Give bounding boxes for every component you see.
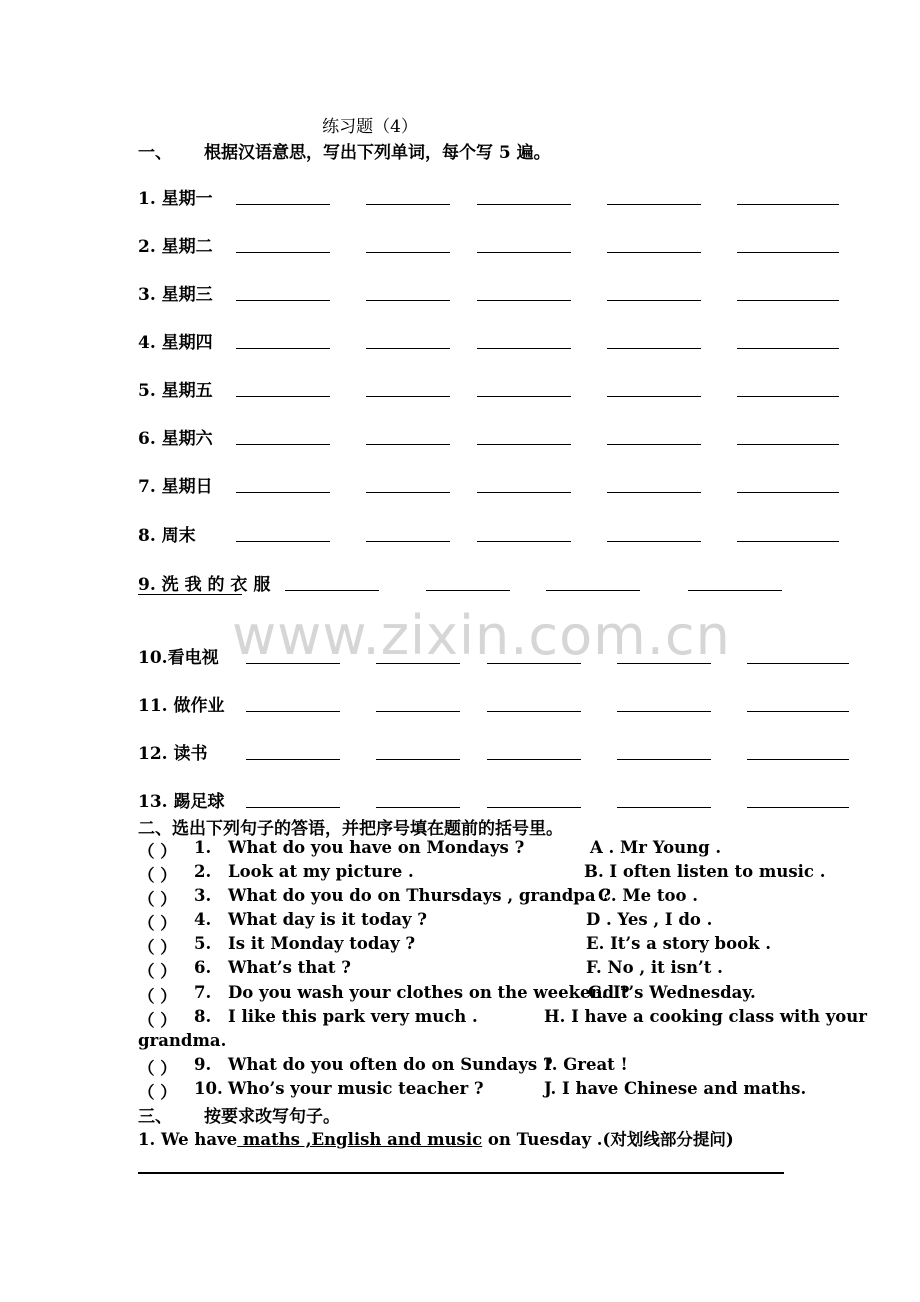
write-blank[interactable]	[376, 807, 460, 808]
matching-row	[138, 838, 838, 860]
question-text: What do you do on Thursdays , grandpa ?	[228, 886, 611, 905]
vocab-label: 5. 星期五	[138, 381, 213, 401]
rewrite-task-1	[138, 1126, 734, 1150]
question-number: 1.	[194, 838, 212, 857]
answer-bracket[interactable]: （ ）	[138, 866, 177, 885]
matching-row	[138, 910, 838, 932]
question-text: Look at my picture .	[228, 862, 414, 881]
vocab-label: 13. 踢足球	[138, 792, 225, 812]
write-blank[interactable]	[366, 444, 450, 445]
vocab-row	[138, 424, 878, 448]
write-blank[interactable]	[246, 711, 340, 712]
write-blank[interactable]	[617, 711, 711, 712]
vocab-label: 10.看电视	[138, 648, 219, 668]
vocab-row	[138, 521, 878, 545]
q8-answer-continuation: grandma.	[138, 1031, 227, 1050]
write-blank[interactable]	[477, 444, 571, 445]
question-text: What do you have on Mondays ?	[228, 838, 525, 857]
question-text: I like this park very much .	[228, 1007, 478, 1026]
vocab-label: 3. 星期三	[138, 285, 213, 305]
write-blank[interactable]	[236, 348, 330, 349]
write-blank[interactable]	[617, 759, 711, 760]
answer-bracket[interactable]: （ ）	[138, 1059, 177, 1078]
vocab-label: 8. 周末	[138, 526, 196, 546]
write-blank[interactable]	[366, 541, 450, 542]
write-blank[interactable]	[737, 541, 839, 542]
vocab-row	[138, 472, 878, 496]
write-blank[interactable]	[487, 759, 581, 760]
write-blank[interactable]	[366, 252, 450, 253]
answer-bracket[interactable]: （ ）	[138, 1011, 177, 1030]
vocab-row	[138, 739, 878, 763]
answer-bracket[interactable]: （ ）	[138, 987, 177, 1006]
question-number: 10.	[194, 1079, 223, 1098]
vocab-label: 2. 星期二	[138, 237, 213, 257]
write-blank[interactable]	[747, 759, 849, 760]
write-blank[interactable]	[477, 541, 571, 542]
answer-bracket[interactable]: （ ）	[138, 890, 177, 909]
write-blank[interactable]	[747, 711, 849, 712]
write-blank[interactable]	[236, 204, 330, 205]
question-number: 8.	[194, 1007, 212, 1026]
write-blank[interactable]	[607, 492, 701, 493]
write-blank[interactable]	[426, 590, 510, 591]
write-blank[interactable]	[688, 590, 782, 591]
write-blank[interactable]	[366, 204, 450, 205]
task-1-suffix: on Tuesday .(对划线部分提问)	[482, 1130, 734, 1149]
write-blank[interactable]	[737, 204, 839, 205]
vocab-row	[138, 376, 878, 400]
question-number: 7.	[194, 983, 212, 1002]
write-blank[interactable]	[236, 252, 330, 253]
section-1-instruction: 根据汉语意思，写出下列单词，每个写 5 遍。	[204, 143, 551, 163]
vocab-label: 7. 星期日	[138, 477, 213, 497]
question-number: 4.	[194, 910, 212, 929]
write-blank[interactable]	[747, 807, 849, 808]
vocab-label: 4. 星期四	[138, 333, 213, 353]
write-blank[interactable]	[737, 444, 839, 445]
vocab-row	[138, 232, 878, 256]
question-number: 3.	[194, 886, 212, 905]
write-blank[interactable]	[607, 444, 701, 445]
write-blank[interactable]	[546, 590, 640, 591]
answer-option: I. Great !	[544, 1055, 628, 1074]
task-1-prefix: 1. We have	[138, 1130, 238, 1149]
answer-bracket[interactable]: （ ）	[138, 938, 177, 957]
matching-row	[138, 934, 838, 956]
answer-option: B. I often listen to music .	[584, 862, 826, 881]
section-2-heading: 二、选出下列句子的答语，并把序号填在题前的括号里。	[138, 819, 563, 839]
question-number: 2.	[194, 862, 212, 881]
vocab-label: 6. 星期六	[138, 429, 213, 449]
vocab-row	[138, 184, 878, 208]
matching-row	[138, 1007, 867, 1030]
vocab-row	[138, 280, 878, 304]
answer-bracket[interactable]: （ ）	[138, 842, 177, 861]
write-blank[interactable]	[246, 759, 340, 760]
answer-option: A . Mr Young .	[590, 838, 722, 857]
section-1-number: 一、	[138, 143, 172, 163]
task-1-underlined: maths ,English and music	[237, 1130, 483, 1149]
matching-row	[138, 983, 838, 1005]
answer-option: E. It’s a story book .	[586, 934, 772, 953]
write-blank[interactable]	[737, 252, 839, 253]
write-blank[interactable]	[285, 590, 379, 591]
write-blank[interactable]	[366, 492, 450, 493]
write-blank[interactable]	[236, 396, 330, 397]
write-blank[interactable]	[607, 396, 701, 397]
write-blank[interactable]	[366, 396, 450, 397]
write-blank[interactable]	[477, 252, 571, 253]
write-blank[interactable]	[737, 396, 839, 397]
write-blank[interactable]	[737, 348, 839, 349]
write-blank[interactable]	[376, 759, 460, 760]
matching-row	[138, 862, 838, 884]
task-1-answer-line[interactable]	[138, 1172, 784, 1174]
vocab-label: 11. 做作业	[138, 696, 225, 716]
answer-bracket[interactable]: （ ）	[138, 1083, 177, 1102]
write-blank[interactable]	[747, 663, 849, 664]
matching-row	[138, 886, 838, 908]
write-blank[interactable]	[236, 444, 330, 445]
write-blank[interactable]	[366, 348, 450, 349]
question-text: Who’s your music teacher ?	[228, 1079, 484, 1098]
question-number: 5.	[194, 934, 212, 953]
write-blank[interactable]	[477, 396, 571, 397]
answer-bracket[interactable]: （ ）	[138, 962, 177, 981]
answer-option: G. It’s Wednesday.	[588, 983, 756, 1002]
question-text: What day is it today ?	[228, 910, 427, 929]
worksheet-title: 练习题（4）	[322, 117, 418, 137]
write-blank[interactable]	[607, 300, 701, 301]
vocab-row	[138, 570, 878, 594]
answer-bracket[interactable]: （ ）	[138, 914, 177, 933]
write-blank[interactable]	[376, 711, 460, 712]
vocab-row	[138, 328, 878, 352]
vocab-label: 9. 洗 我 的 衣 服	[138, 575, 271, 595]
write-blank[interactable]	[236, 492, 330, 493]
vocab-label: 1. 星期一	[138, 189, 213, 209]
matching-row	[138, 1055, 838, 1077]
question-text: What’s that ?	[228, 958, 351, 977]
vocab-label: 12. 读书	[138, 744, 208, 764]
question-text: What do you often do on Sundays ?	[228, 1055, 553, 1074]
write-blank[interactable]	[236, 300, 330, 301]
write-blank[interactable]	[737, 300, 839, 301]
matching-row	[138, 1079, 838, 1101]
section-1-heading	[138, 138, 551, 163]
section-3-heading	[138, 1102, 340, 1127]
write-blank[interactable]	[487, 807, 581, 808]
write-blank[interactable]	[607, 541, 701, 542]
write-blank[interactable]	[607, 348, 701, 349]
write-blank[interactable]	[366, 300, 450, 301]
write-blank[interactable]	[236, 541, 330, 542]
question-number: 9.	[194, 1055, 212, 1074]
section-3-instruction: 按要求改写句子。	[204, 1107, 340, 1127]
write-blank[interactable]	[246, 807, 340, 808]
answer-option: H. I have a cooking class with your	[544, 1007, 867, 1026]
write-blank[interactable]	[617, 807, 711, 808]
write-blank[interactable]	[138, 594, 242, 595]
write-blank[interactable]	[737, 492, 839, 493]
write-blank[interactable]	[477, 204, 571, 205]
watermark: www.zixin.com.cn	[232, 604, 731, 667]
write-blank[interactable]	[607, 252, 701, 253]
write-blank[interactable]	[477, 348, 571, 349]
matching-row	[138, 958, 838, 980]
answer-option: J. I have Chinese and maths.	[544, 1079, 807, 1098]
write-blank[interactable]	[487, 711, 581, 712]
question-number: 6.	[194, 958, 212, 977]
question-text: Do you wash your clothes on the weekend ?	[228, 983, 630, 1002]
question-text: Is it Monday today ?	[228, 934, 416, 953]
vocab-row	[138, 691, 878, 715]
section-3-number: 三、	[138, 1107, 172, 1127]
write-blank[interactable]	[477, 492, 571, 493]
answer-option: C. Me too .	[598, 886, 698, 905]
write-blank[interactable]	[477, 300, 571, 301]
answer-option: F. No , it isn’t .	[586, 958, 723, 977]
answer-option: D . Yes , I do .	[586, 910, 713, 929]
vocab-row	[138, 787, 878, 811]
write-blank[interactable]	[607, 204, 701, 205]
